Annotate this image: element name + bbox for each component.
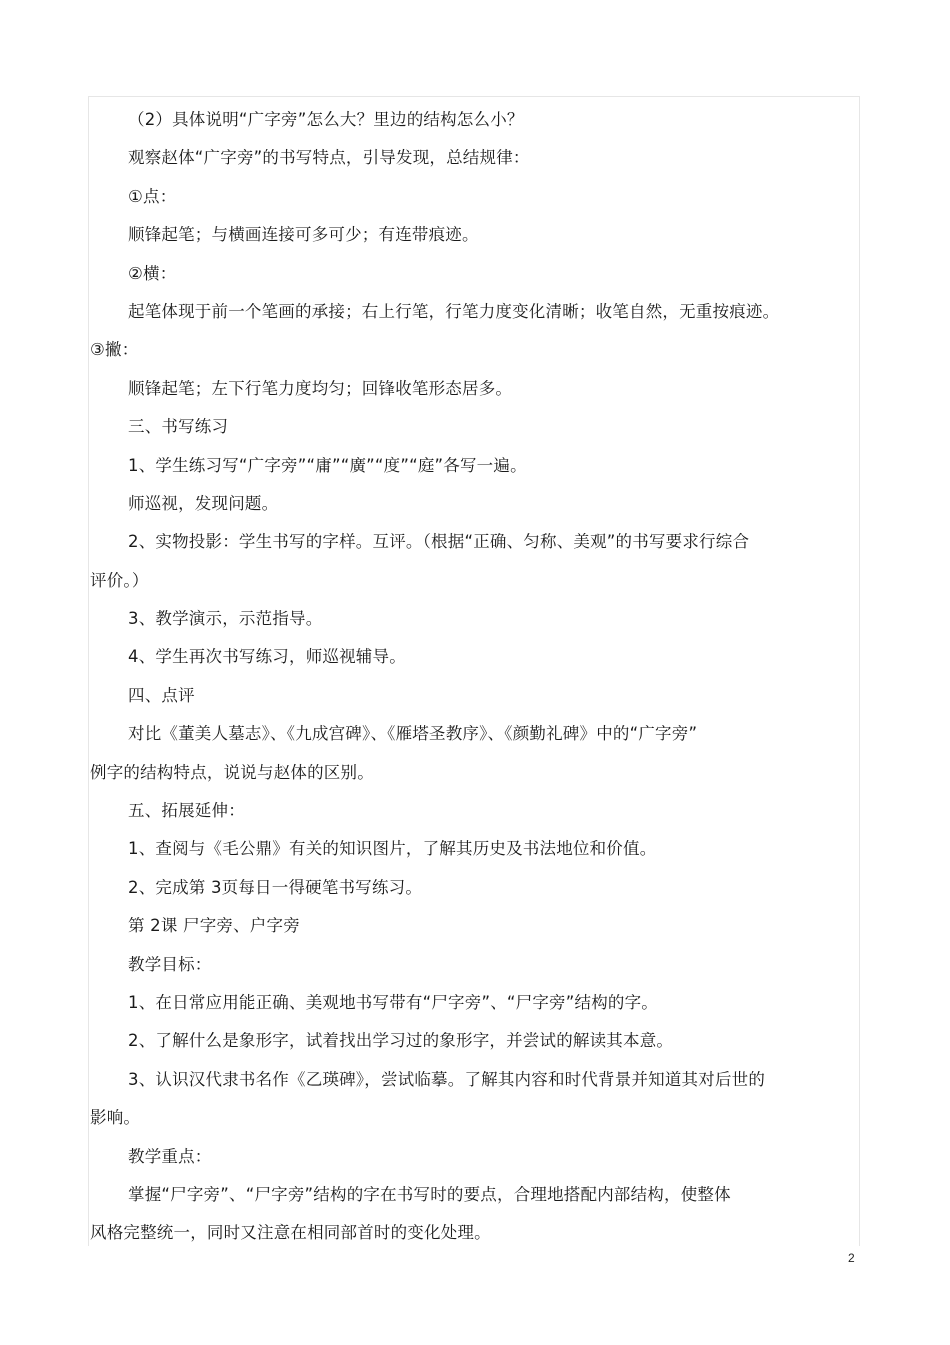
section-heading: 五、拓展延伸： bbox=[128, 801, 245, 821]
paragraph-line: 2、了解什么是象形字，试着找出学习过的象形字，并尝试的解读其本意。 bbox=[128, 1031, 674, 1051]
paragraph-line: ①点： bbox=[128, 186, 177, 206]
paragraph-line: 对比《董美人墓志》、《九成宫碑》、《雁塔圣教序》、《颜勤礼碑》中的“广字旁” bbox=[128, 724, 698, 744]
paragraph-line: 风格完整统一，同时又注意在相同部首时的变化处理。 bbox=[90, 1223, 491, 1243]
paragraph-line: 影响。 bbox=[90, 1108, 141, 1128]
paragraph-line: （2）具体说明“广字旁”怎么大？里边的结构怎么小？ bbox=[128, 110, 524, 129]
paragraph-line: 例字的结构特点，说说与赵体的区别。 bbox=[90, 762, 374, 782]
paragraph-line: 师巡视，发现问题。 bbox=[128, 493, 279, 513]
paragraph-line: 评价。） bbox=[90, 570, 149, 590]
section-heading: 教学重点： bbox=[128, 1146, 212, 1166]
paragraph-line: 顺锋起笔；左下行笔力度均匀；回锋收笔形态居多。 bbox=[128, 378, 513, 398]
document-body bbox=[90, 101, 825, 1253]
paragraph-line: 顺锋起笔；与横画连接可多可少；有连带痕迹。 bbox=[128, 225, 479, 245]
paragraph-line: 掌握“尸字旁”、“尸字旁”结构的字在书写时的要点，合理地搭配内部结构，使整体 bbox=[128, 1184, 731, 1204]
section-heading: 教学目标： bbox=[128, 954, 212, 974]
paragraph-line: 起笔体现于前一个笔画的承接；右上行笔，行笔力度变化清晰；收笔自然，无重按痕迹。 bbox=[128, 301, 780, 321]
section-heading: 三、书写练习 bbox=[128, 417, 229, 437]
paragraph-line: 1、在日常应用能正确、美观地书写带有“尸字旁”、“尸字旁”结构的字。 bbox=[128, 992, 658, 1012]
paragraph-line: 3、教学演示，示范指导。 bbox=[128, 609, 323, 629]
paragraph-line: 1、查阅与《毛公鼎》有关的知识图片，了解其历史及书法地位和价值。 bbox=[128, 839, 657, 859]
paragraph-line: ②横： bbox=[128, 263, 177, 283]
paragraph-line: 4、学生再次书写练习，师巡视辅导。 bbox=[128, 647, 406, 667]
page-number: 2 bbox=[848, 1251, 855, 1265]
paragraph-line: 2、完成第 3页每日一得硬笔书写练习。 bbox=[128, 877, 423, 897]
paragraph-line: 观察赵体“广字旁”的书写特点，引导发现，总结规律： bbox=[128, 148, 530, 168]
paragraph-line: ③撇： bbox=[90, 340, 139, 360]
paragraph-line: 2、实物投影：学生书写的字样。互评。（根据“正确、匀称、美观”的书写要求行综合 bbox=[128, 532, 750, 552]
paragraph-line: 1、学生练习写“广字旁”“庸”“廣”“度”“庭”各写一遍。 bbox=[128, 455, 527, 475]
section-heading: 四、点评 bbox=[128, 685, 195, 705]
paragraph-line: 3、认识汉代隶书名作《乙瑛碑》，尝试临摹。了解其内容和时代背景并知道其对后世的 bbox=[128, 1069, 766, 1089]
lesson-title: 第 2课 尸字旁、户字旁 bbox=[128, 916, 300, 936]
